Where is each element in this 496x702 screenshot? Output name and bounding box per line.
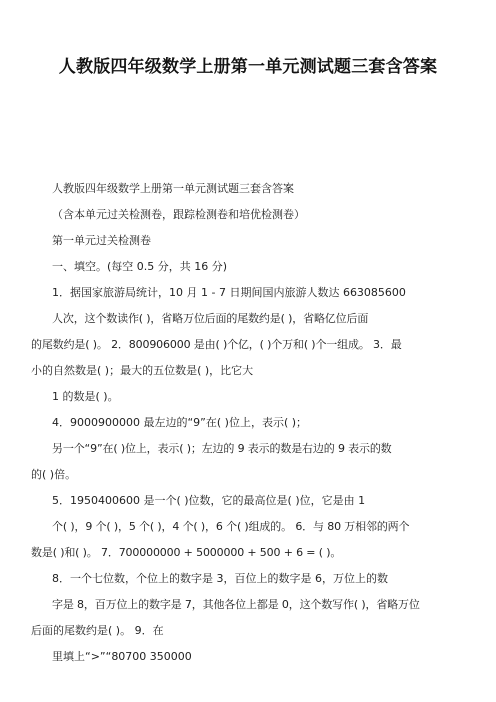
question-line: 个( )，9 个( )，5 个( )，4 个( )，6 个( )组成的。 6．与 80 万相邻的两个 <box>52 520 410 533</box>
paragraph-line: 人教版四年级数学上册第一单元测试题三套含答案 <box>52 182 294 195</box>
question-line: 1．据国家旅游局统计，10 月 1 - 7 日期间国内旅游人数达 663085600 <box>52 286 406 299</box>
question-line: 字是 8，百万位上的数字是 7，其他各位上都是 0，这个数写作( )，省略万位 <box>52 598 420 611</box>
question-line: 里填上“>”“80700 350000 <box>52 650 192 663</box>
question-line: 的( )倍。 <box>31 468 77 481</box>
section-heading: 一、填空。(每空 0.5 分，共 16 分) <box>52 260 228 273</box>
question-line: 4．9000900000 最左边的“9”在( )位上，表示( )； <box>52 416 308 429</box>
question-line: 8．一个七位数，个位上的数字是 3，百位上的数字是 6，万位上的数 <box>52 572 388 585</box>
question-line: 数是( )和( )。 7．700000000 + 5000000 + 500 + 6 = ( )。 <box>31 546 342 559</box>
question-line: 5．1950400600 是一个( )位数，它的最高位是( )位，它是由 1 <box>52 494 366 507</box>
question-line: 的尾数约是( )。 2．800906000 是由( )个亿，( )个万和( )个一组成。 3．最 <box>31 338 402 351</box>
paragraph-line: （含本单元过关检测卷，跟踪检测卷和培优检测卷） <box>52 208 305 221</box>
section-heading: 第一单元过关检测卷 <box>52 234 151 247</box>
question-line: 后面的尾数约是( )。 9．在 <box>31 624 164 637</box>
document-title: 人教版四年级数学上册第一单元测试题三套含答案 <box>58 57 438 77</box>
question-line: 1 的数是( )。 <box>52 390 119 403</box>
question-line: 小的自然数是( )；最大的五位数是( )，比它大 <box>31 364 254 377</box>
question-line: 人次，这个数读作( )，省略万位后面的尾数约是( )，省略亿位后面 <box>52 312 369 325</box>
question-line: 另一个“9”在( )位上，表示( )；左边的 9 表示的数是右边的 9 表示的数 <box>52 442 392 455</box>
